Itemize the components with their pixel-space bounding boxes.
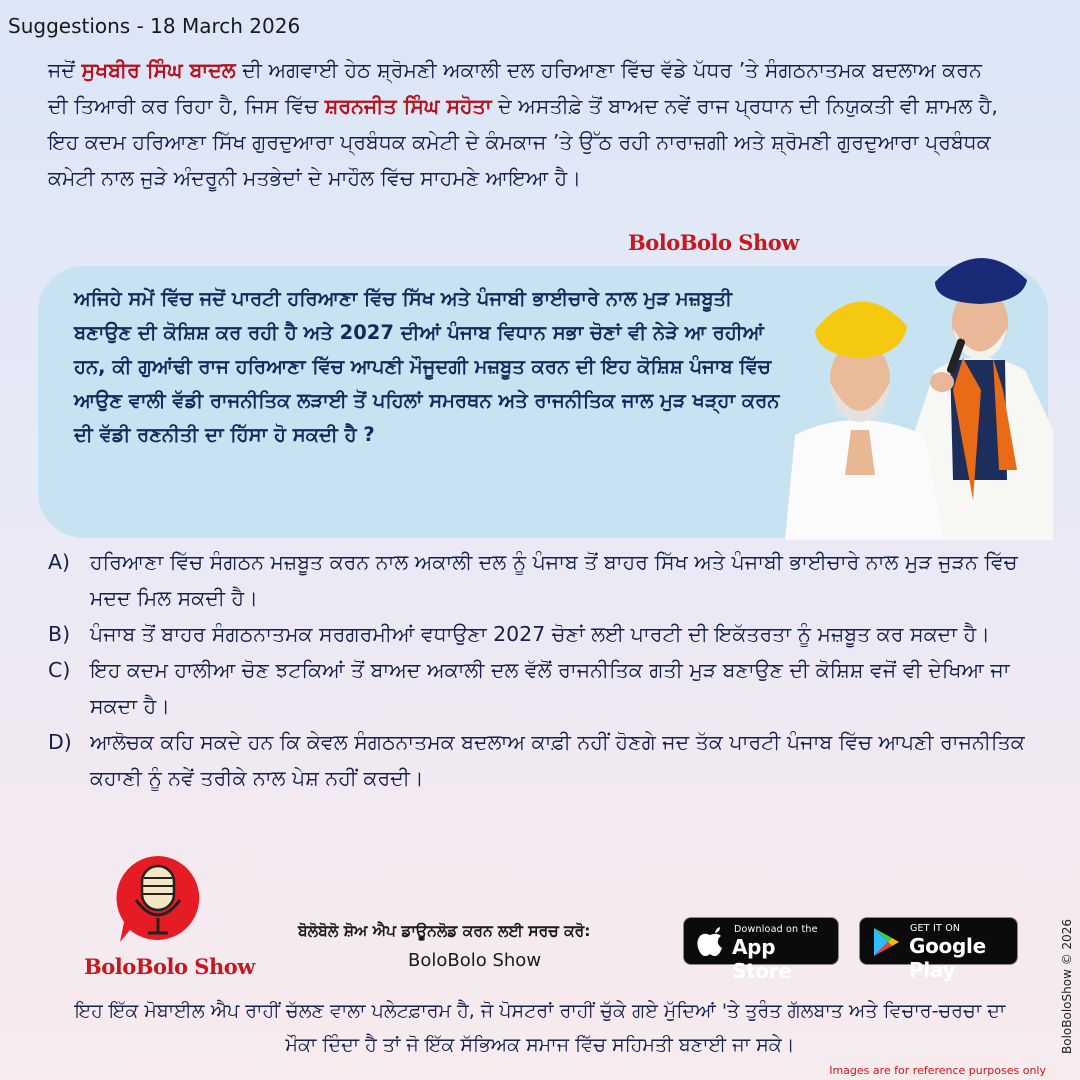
option-letter: A) xyxy=(48,550,71,574)
option-text: ਹਰਿਆਣਾ ਵਿੱਚ ਸੰਗਠਨ ਮਜ਼ਬੂਤ ਕਰਨ ਨਾਲ ਅਕਾਲੀ ਦਲ ਨੂੰ ਪੰਜਾਬ ਤੋਂ ਬਾਹਰ ਸਿੱਖ ਅਤੇ ਪੰਜਾਬੀ ਭਾਈਚਾਰੇ ਨਾਲ ਮੁੜ ਜੁੜਨ ਵਿੱਚ ਮਦਦ ਮਿਲ ਸਕਦੀ ਹੈ। xyxy=(90,550,1018,610)
copyright-text: BoloBoloShow © 2026 xyxy=(1060,918,1074,1054)
option-b[interactable] xyxy=(48,616,1038,652)
option-text: ਪੰਜਾਬ ਤੋਂ ਬਾਹਰ ਸੰਗਠਨਾਤਮਕ ਸਰਗਰਮੀਆਂ ਵਧਾਉਣਾ 2027 ਚੋਣਾਂ ਲਈ ਪਾਰਟੀ ਦੀ ਇਕੱਤਰਤਾ ਨੂੰ ਮਜ਼ਬੂਤ ਕਰ ਸਕਦਾ ਹੈ। xyxy=(90,622,990,646)
leaders-photo xyxy=(785,240,1060,540)
option-letter: D) xyxy=(48,730,72,754)
intro-paragraph xyxy=(48,52,1008,196)
highlight-name-sukhbir: ਸੁਖਬੀਰ ਸਿੰਘ ਬਾਦਲ xyxy=(81,58,236,82)
brand-watermark: BoloBolo Show xyxy=(628,230,799,255)
app-store-button[interactable] xyxy=(683,917,839,983)
option-letter: B) xyxy=(48,622,71,646)
intro-text-2: ਦੀ ਅਗਵਾਈ ਹੇਠ ਸ਼੍ਰੋਮਣੀ ਅਕਾਲੀ ਦਲ ਹਰਿਆਣਾ ਵਿੱਚ ਵੱਡੇ ਪੱਧਰ ’ਤੇ ਸੰਗਠਨਾਤਮਕ ਬਦਲਾਅ ਕਰਨ ਦੀ ਤਿਆਰੀ ਕਰ ਰਿਹਾ ਹੈ, ਜਿਸ ਵਿੱਚ xyxy=(48,58,982,118)
option-text: ਆਲੋਚਕ ਕਹਿ ਸਕਦੇ ਹਨ ਕਿ ਕੇਵਲ ਸੰਗਠਨਾਤਮਕ ਬਦਲਾਅ ਕਾਫ਼ੀ ਨਹੀਂ ਹੋਣਗੇ ਜਦ ਤੱਕ ਪਾਰਟੀ ਪੰਜਾਬ ਵਿੱਚ ਆਪਣੀ ਰਾਜਨੀਤਿਕ ਕਹਾਣੀ ਨੂੰ ਨਵੇਂ ਤਰੀਕੇ ਨਾਲ ਪੇਸ਼ ਨਹੀਂ ਕਰਦੀ। xyxy=(90,730,1025,790)
question-text: ਅਜਿਹੇ ਸਮੇਂ ਵਿੱਚ ਜਦੋਂ ਪਾਰਟੀ ਹਰਿਆਣਾ ਵਿੱਚ ਸਿੱਖ ਅਤੇ ਪੰਜਾਬੀ ਭਾਈਚਾਰੇ ਨਾਲ ਮੁੜ ਮਜ਼ਬੂਤੀ ਬਣਾਉਣ ਦੀ ਕੋਸ਼ਿਸ਼ ਕਰ ਰਹੀ ਹੈ ਅਤੇ 2027 ਦੀਆਂ ਪੰਜਾਬ ਵਿਧਾਨ ਸਭਾ ਚੋਣਾਂ ਵੀ ਨੇੜੇ ਆ ਰਹੀਆਂ ਹਨ, ਕੀ ਗੁਆਂਢੀ ਰਾਜ ਹਰਿਆਣਾ ਵਿੱਚ ਆਪਣੀ ਮੌਜੂਦਗੀ ਮਜ਼ਬੂਤ ਕਰਨ ਦੀ ਇਹ ਕੋਸ਼ਿਸ਼ ਪੰਜਾਬ ਵਿੱਚ ਆਉਣ ਵਾਲੀ ਵੱਡੀ ਰਾਜਨੀਤਿਕ ਲੜਾਈ ਤੋਂ ਪਹਿਲਾਂ ਸਮਰਥਨ ਅਤੇ ਰਾਜਨੀਤਿਕ ਜਾਲ ਮੁੜ ਖੜ੍ਹਾ ਕਰਨ ਦੀ ਵੱਡੀ ਰਣਨੀਤੀ ਦਾ ਹਿੱਸਾ ਹੋ ਸਕਦੀ ਹੈ ? xyxy=(74,287,780,446)
intro-text-1: ਜਦੋਂ xyxy=(48,58,82,82)
logo-text: BoloBolo Show xyxy=(84,954,255,979)
google-play-icon xyxy=(872,927,900,957)
options-list xyxy=(48,544,1038,796)
highlight-name-sharanjit: ਸ਼ਰਨਜੀਤ ਸਿੰਘ ਸਹੋਤਾ xyxy=(324,94,492,118)
google-play-small-label: GET IT ON xyxy=(910,923,961,934)
download-instruction: ਬੋਲੋਬੋਲੋ ਸ਼ੋਅ ਐਪ ਡਾਊਨਲੋਡ ਕਰਨ ਲਈ ਸਰਚ ਕਰੋ: xyxy=(298,922,591,940)
option-letter: C) xyxy=(48,658,71,682)
reference-disclaimer: Images are for reference purposes only xyxy=(829,1064,1046,1077)
app-store-label: App Store xyxy=(732,935,792,983)
footer-text: ਇਹ ਇੱਕ ਮੋਬਾਈਲ ਐਪ ਰਾਹੀਂ ਚੱਲਣ ਵਾਲਾ ਪਲੇਟਫ਼ਾਰਮ ਹੈ, ਜੋ ਪੋਸਟਰਾਂ ਰਾਹੀਂ ਚੁੱਕੇ ਗਏ ਮੁੱਦਿਆਂ 'ਤੇ ਤੁਰੰਤ ਗੱਲਬਾਤ ਅਤੇ ਵਿਚਾਰ-ਚਰਚਾ ਦਾ ਮੌਕਾ ਦਿੰਦਾ ਹੈ ਤਾਂ ਜੋ ਇੱਕ ਸੱਭਿਅਕ ਸਮਾਜ ਵਿੱਚ ਸਹਿਮਤੀ ਬਣਾਈ ਜਾ ਸਕੇ। xyxy=(74,1000,1006,1056)
microphone-logo-icon xyxy=(112,852,204,944)
header-date: Suggestions - 18 March 2026 xyxy=(8,14,301,38)
download-app-name: BoloBolo Show xyxy=(408,950,542,971)
app-store-small-label: Download on the xyxy=(734,924,818,935)
option-d[interactable] xyxy=(48,724,1038,796)
google-play-label: Google Play xyxy=(909,934,986,982)
apple-icon xyxy=(696,927,724,957)
google-play-button[interactable] xyxy=(859,917,1018,982)
option-c[interactable] xyxy=(48,652,1038,724)
intro-text-3: ਦੇ ਅਸਤੀਫ਼ੇ ਤੋਂ ਬਾਅਦ ਨਵੇਂ ਰਾਜ ਪ੍ਰਧਾਨ ਦੀ ਨਿਯੁਕਤੀ ਵੀ ਸ਼ਾਮਲ ਹੈ, ਇਹ ਕਦਮ ਹਰਿਆਣਾ ਸਿੱਖ ਗੁਰਦੁਆਰਾ ਪ੍ਰਬੰਧਕ ਕਮੇਟੀ ਦੇ ਕੰਮਕਾਜ ’ਤੇ ਉੱਠ ਰਹੀ ਨਾਰਾਜ਼ਗੀ ਅਤੇ ਸ਼੍ਰੋਮਣੀ ਗੁਰਦੁਆਰਾ ਪ੍ਰਬੰਧਕ ਕਮੇਟੀ ਨਾਲ ਜੁੜੇ ਅੰਦਰੂਨੀ ਮਤਭੇਦਾਂ ਦੇ ਮਾਹੌਲ ਵਿੱਚ ਸਾਹਮਣੇ ਆਇਆ ਹੈ। xyxy=(48,94,998,190)
option-text: ਇਹ ਕਦਮ ਹਾਲੀਆ ਚੋਣ ਝਟਕਿਆਂ ਤੋਂ ਬਾਅਦ ਅਕਾਲੀ ਦਲ ਵੱਲੋਂ ਰਾਜਨੀਤਿਕ ਗਤੀ ਮੁੜ ਬਣਾਉਣ ਦੀ ਕੋਸ਼ਿਸ਼ ਵਜੋਂ ਵੀ ਦੇਖਿਆ ਜਾ ਸਕਦਾ ਹੈ। xyxy=(90,658,1010,718)
option-a[interactable] xyxy=(48,544,1038,616)
